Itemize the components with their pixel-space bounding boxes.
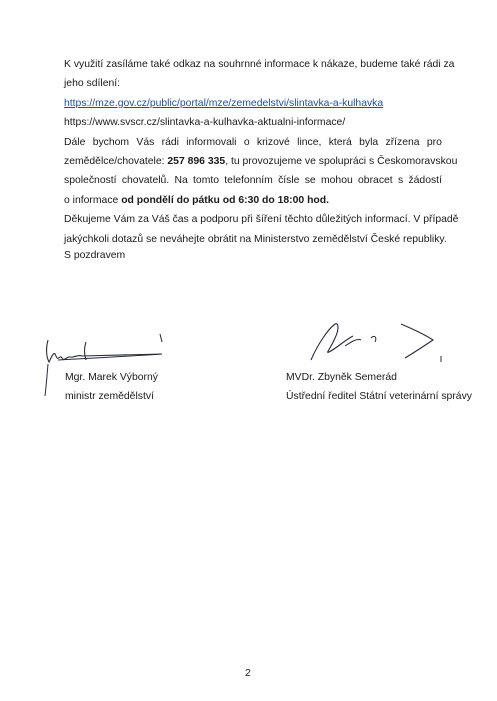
- justified-line-1: Dále bychom Vás rádi informovali o krizové lince, která byla zřízena pro: [64, 136, 442, 148]
- page-number: 2: [245, 668, 251, 679]
- hotline-phone: 257 896 335: [167, 156, 226, 168]
- paragraph-line: Děkujeme Vám za Váš čas a podporu při šíření těchto důležitých informací. V případě: [64, 214, 459, 226]
- paragraph-line: jakýchkoli dotazů se neváhejte obrátit na Ministerstvo zemědělství České republiky.: [64, 233, 447, 245]
- signature-right-image: [305, 316, 445, 366]
- justified-line-3: společností chovatelů. Na tomto telefonním čísle se mohou obracet s žádostí: [64, 175, 442, 187]
- signatory-left-name: Mgr. Marek Výborný: [65, 372, 158, 383]
- signatory-left-title: ministr zemědělství: [65, 391, 154, 402]
- paragraph-line: K využití zasíláme také odkaz na souhrnné informace k nákaze, budeme také rádi za: [64, 59, 455, 70]
- closing: S pozdravem: [64, 250, 126, 261]
- hotline-hours: od pondělí do pátku od 6:30 do 18:00 hod.: [121, 194, 330, 206]
- mze-link[interactable]: https://mze.gov.cz/public/portal/mze/zemedelstvi/slintavka-a-kulhavka: [64, 97, 384, 109]
- paragraph-line: jeho sdílení:: [64, 78, 121, 90]
- signatory-right-title: Ústřední ředitel Státní veterinární správy: [286, 391, 472, 402]
- hotline-line: zemědělce/chovatele: 257 896 335, tu provozujeme ve spolupráci s Českomoravskou: [64, 156, 458, 168]
- hours-line: o informace od pondělí do pátku od 6:30 do 18:00 hod.: [64, 194, 330, 206]
- svscr-link-text: https://www.svscr.cz/slintavka-a-kulhavka-aktualni-informace/: [64, 117, 346, 129]
- signatory-right-name: MVDr. Zbyněk Semerád: [286, 372, 397, 383]
- body-text: [64, 55, 459, 249]
